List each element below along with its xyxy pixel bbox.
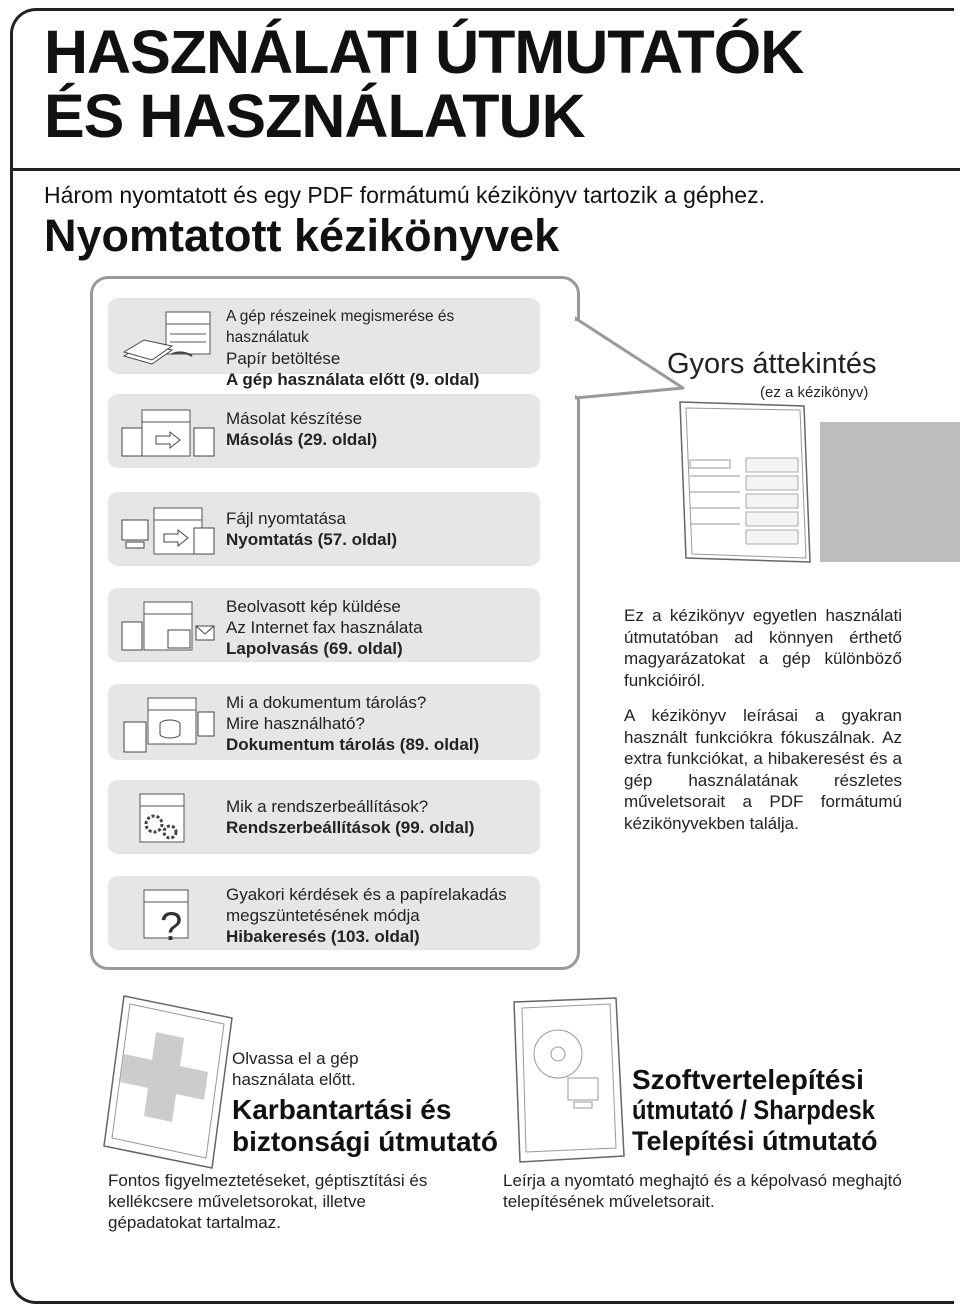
software-book-illustration: [510, 994, 630, 1164]
quick-guide-subtitle: (ez a kézikönyv): [760, 384, 869, 401]
item-text: [226, 306, 540, 390]
item-page-ref: Dokumentum tárolás (89. oldal): [226, 735, 480, 754]
title-divider: [10, 168, 960, 171]
copy-icon: [120, 402, 216, 466]
software-title-line: útmutató / Sharpdesk: [632, 1095, 875, 1125]
item-line: Beolvasott kép küldése: [226, 597, 401, 616]
safety-description: Fontos figyelmeztetéseket, géptisztítási és kellékcsere műveletsorokat, illetve gépadatokat tartalmaz.: [108, 1171, 428, 1232]
safety-title: [232, 1094, 498, 1158]
copier-paper-icon: [120, 306, 216, 370]
safety-note: [232, 1048, 392, 1090]
item-page-ref: Lapolvasás (69. oldal): [226, 639, 403, 658]
safety-title-line: biztonsági útmutató: [232, 1126, 498, 1157]
scan-send-icon: [120, 596, 216, 660]
item-line: megszüntetésének módja: [226, 906, 420, 925]
item-line: Fájl nyomtatása: [226, 509, 346, 528]
item-line: Másolat készítése: [226, 409, 363, 428]
manual-item-system-settings: [108, 780, 540, 854]
title-line-2: ÉS HASZNÁLATUK: [44, 82, 585, 150]
item-text: [226, 692, 479, 755]
safety-title-line: Karbantartási és: [232, 1094, 452, 1125]
quick-guide-description: [624, 605, 902, 848]
item-line: Mire használható?: [226, 714, 365, 733]
manual-item-before-use: [108, 298, 540, 389]
manual-item-scan: [108, 588, 540, 662]
manual-item-print: [108, 492, 540, 566]
item-text: [226, 884, 507, 947]
manual-item-troubleshooting: [108, 876, 540, 950]
safety-note-text: Olvassa el a gép használata előtt.: [232, 1049, 359, 1089]
troubleshooting-icon: [120, 884, 216, 948]
software-title-line: Szoftvertelepítési: [632, 1064, 864, 1095]
manual-item-copy: [108, 394, 540, 468]
quick-guide-book-illustration: [660, 400, 960, 580]
item-page-ref: Hibakeresés (103. oldal): [226, 927, 420, 946]
item-line: Papír betöltése: [226, 349, 341, 368]
software-description: Leírja a nyomtató meghajtó és a képolvasó meghajtó telepítésének műveletsorait.: [503, 1171, 902, 1211]
software-title-line: Telepítési útmutató: [632, 1126, 878, 1156]
item-line: Gyakori kérdések és a papírelakadás: [226, 885, 507, 904]
item-line: Az Internet fax használata: [226, 618, 423, 637]
item-text: [226, 796, 474, 838]
quick-guide-paragraph: A kézikönyv leírásai a gyakran használt funkciókra fókuszálnak. Az extra funkciókat, a hibakeresést és a gép használatának részletes műveletsorait a PDF formátumú kézikönyvekben találja.: [624, 706, 902, 833]
item-line: Mik a rendszerbeállítások?: [226, 797, 429, 816]
system-settings-icon: [120, 788, 216, 852]
title-line-1: HASZNÁLATI ÚTMUTATÓK: [44, 18, 804, 86]
item-page-ref: Nyomtatás (57. oldal): [226, 530, 397, 549]
document-storage-icon: [120, 692, 216, 756]
section-title: Nyomtatott kézikönyvek: [44, 210, 560, 261]
item-line: Mi a dokumentum tárolás?: [226, 693, 427, 712]
quick-guide-title: Gyors áttekintés: [667, 348, 877, 380]
safety-book-illustration: [100, 992, 240, 1172]
item-page-ref: A gép használata előtt (9. oldal): [226, 370, 480, 389]
item-text: [226, 408, 377, 450]
print-icon: [120, 500, 216, 564]
quick-guide-paragraph: Ez a kézikönyv egyetlen használati útmutatóban ad könnyen érthető magyarázatokat a gép különböző funkcióiról.: [624, 606, 902, 690]
software-title: [632, 1064, 908, 1157]
item-page-ref: Másolás (29. oldal): [226, 430, 378, 449]
intro-text: Három nyomtatott és egy PDF formátumú kézikönyv tartozik a géphez.: [44, 182, 765, 208]
item-line: A gép részeinek megismerése és használatuk: [226, 308, 455, 346]
manual-item-document-storage: [108, 684, 540, 760]
page-title: [44, 20, 803, 148]
item-page-ref: Rendszerbeállítások (99. oldal): [226, 818, 475, 837]
item-text: [226, 508, 397, 550]
item-text: [226, 596, 423, 659]
svg-text:?: ?: [160, 905, 183, 948]
